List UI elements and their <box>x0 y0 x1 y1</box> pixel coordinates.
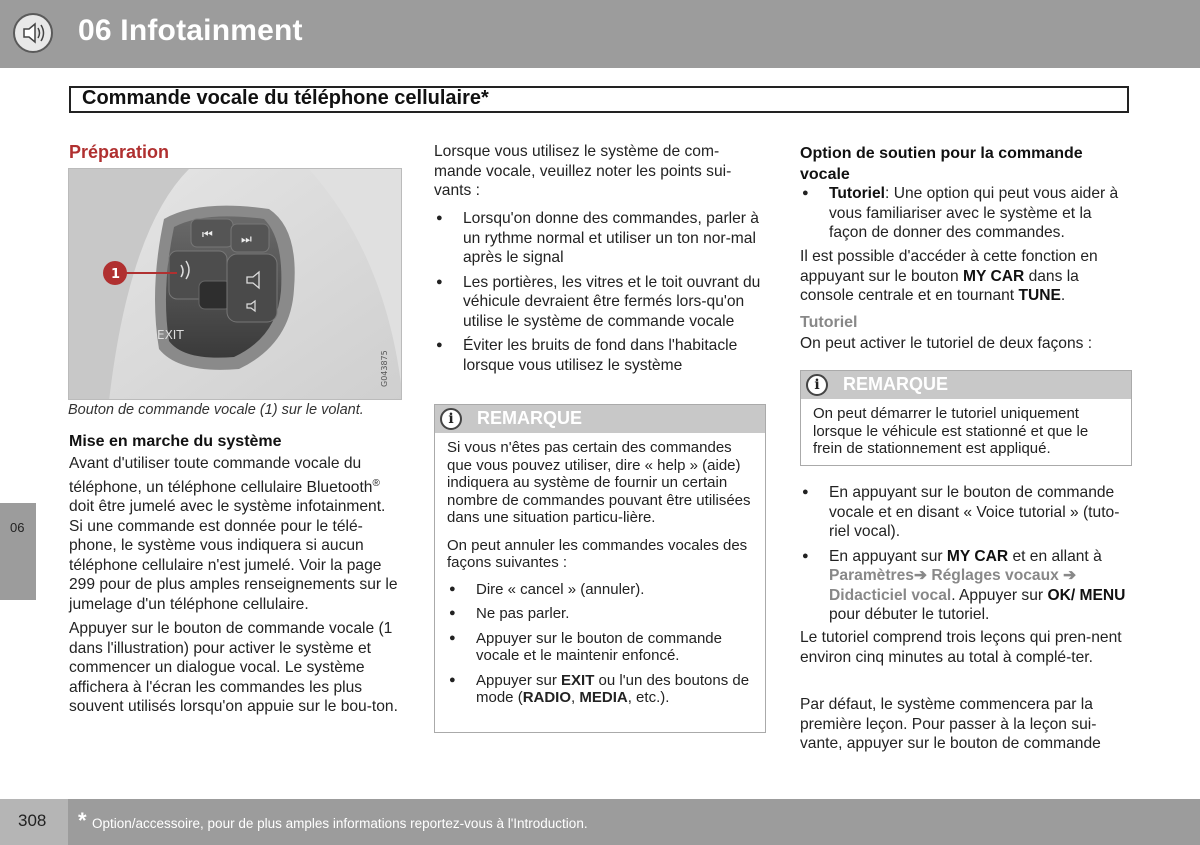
tutorial-subheading: Tutoriel <box>800 314 858 331</box>
exit-label: EXIT <box>157 328 184 342</box>
list-item: ● Appuyer sur le bouton de commande vocale et le maintenir enfoncé. <box>447 630 753 665</box>
list-item: ● Dire « cancel » (annuler). <box>447 581 753 599</box>
note-paragraph: On peut annuler les commandes vocales des façons suivantes : <box>447 536 748 571</box>
tutorial-default-paragraph: Par défaut, le système commencera par la première leçon. Pour passer à la leçon sui-vante, appuyer sur le bouton de commande <box>800 696 1101 752</box>
tutorial-intro: On peut activer le tutoriel de deux façons : <box>800 335 1093 352</box>
speaker-icon <box>13 13 53 53</box>
note-body: On peut démarrer le tutoriel uniquement lorsque le véhicule est stationné et que le frein de stationnement est appliqué. <box>813 405 1089 457</box>
image-code: G043875 <box>380 350 389 387</box>
list-item: ● Lorsqu'on donne des commandes, parler à un rythme normal et utiliser un ton nor-mal après le signal <box>434 209 766 268</box>
support-option-heading: Option de soutien pour la commande vocale <box>800 145 1083 183</box>
page-number: 308 <box>18 811 47 830</box>
footnote-star: * <box>78 808 87 833</box>
chapter-title: 06 Infotainment <box>78 14 303 47</box>
note-title: REMARQUE <box>843 374 949 394</box>
usage-bullets <box>434 209 766 380</box>
chapter-side-tab-label: 06 <box>10 520 25 535</box>
access-paragraph: Il est possible d'accéder à cette fonction en appuyant sur le bouton MY CAR dans la console centrale et en tournant TUNE. <box>800 248 1098 304</box>
note-box-tutorial <box>800 370 1132 466</box>
note-header <box>435 405 765 433</box>
note-title: REMARQUE <box>477 408 583 428</box>
chapter-side-tab <box>0 503 36 600</box>
list-item: ● Ne pas parler. <box>447 605 753 623</box>
tutorial-lessons-paragraph: Le tutoriel comprend trois leçons qui pren-nent environ cinq minutes au total à complé-ter. <box>800 629 1122 666</box>
info-icon: i <box>806 374 828 396</box>
list-item: ● Éviter les bruits de fond dans l'habitacle lorsque vous utilisez le système <box>434 336 766 375</box>
list-item: ● Les portières, les vitres et le toit ouvrant du véhicule devraient être fermés lors-qu'on utilise le système de commande vocale <box>434 273 766 332</box>
preparation-heading: Préparation <box>69 142 170 162</box>
list-item: ● Tutoriel: Une option qui peut vous aider à vous familiariser avec le système et la façon de donner des commandes. <box>800 184 1130 243</box>
startup-subheading: Mise en marche du système <box>69 433 282 450</box>
list-item: ● En appuyant sur le bouton de commande vocale et en disant « Voice tutorial » (tuto-riel vocal). <box>800 483 1132 542</box>
footnote-text: Option/accessoire, pour de plus amples informations reportez-vous à l'Introduction. <box>92 816 588 831</box>
info-icon: i <box>440 408 462 430</box>
list-item: ● En appuyant sur MY CAR et en allant à Paramètres➔ Réglages vocaux ➔ Didacticiel vocal. Appuyer sur OK/ MENU pour débuter le tutoriel. <box>800 547 1132 625</box>
startup-paragraph: Avant d'utiliser toute commande vocale du téléphone, un téléphone cellulaire Bluetooth® doit être jumelé avec le système infotainment. Si une commande est donnée pour le télé-phone, le système vous indiquera si aucun téléphone cellulaire n'est jumelé. Voir la page 299 pour de plus amples renseignements sur le jumelage d'un téléphone cellulaire. <box>69 455 398 613</box>
activation-paragraph: Appuyer sur le bouton de commande vocale (1 dans l'illustration) pour activer le système et commencer un dialogue vocal. Le système affichera à l'écran les commandes les plus souvent utilisés lorsqu'on appuie sur le bou-ton. <box>69 620 398 715</box>
usage-intro: Lorsque vous utilisez le système de com-mande vocale, veuillez noter les points sui-vants : <box>434 143 732 199</box>
section-title: Commande vocale du téléphone cellulaire* <box>82 87 489 109</box>
note-paragraph: Si vous n'êtes pas certain des commandes que vous pouvez utiliser, dire « help » (aide) indiquera au système de fournir un certain nombre de commandes pouvant être utilisées dans une situation particu-lière. <box>447 439 751 526</box>
photo-caption: Bouton de commande vocale (1) sur le volant. <box>68 402 364 418</box>
image-callout-number: 1 <box>111 267 121 282</box>
tutorial-option-list <box>800 184 1130 248</box>
list-item: ● Appuyer sur EXIT ou l'un des boutons de mode (RADIO, MEDIA, etc.). <box>447 672 753 707</box>
svg-text:⏭: ⏭ <box>241 232 252 246</box>
cancel-bullets <box>447 581 753 707</box>
note-header <box>801 371 1131 399</box>
tutorial-method-bullets <box>800 483 1132 630</box>
note-box-help <box>434 404 766 733</box>
steering-wheel-photo <box>68 168 402 400</box>
note-body <box>435 433 765 720</box>
svg-text:⏮: ⏮ <box>202 227 213 241</box>
